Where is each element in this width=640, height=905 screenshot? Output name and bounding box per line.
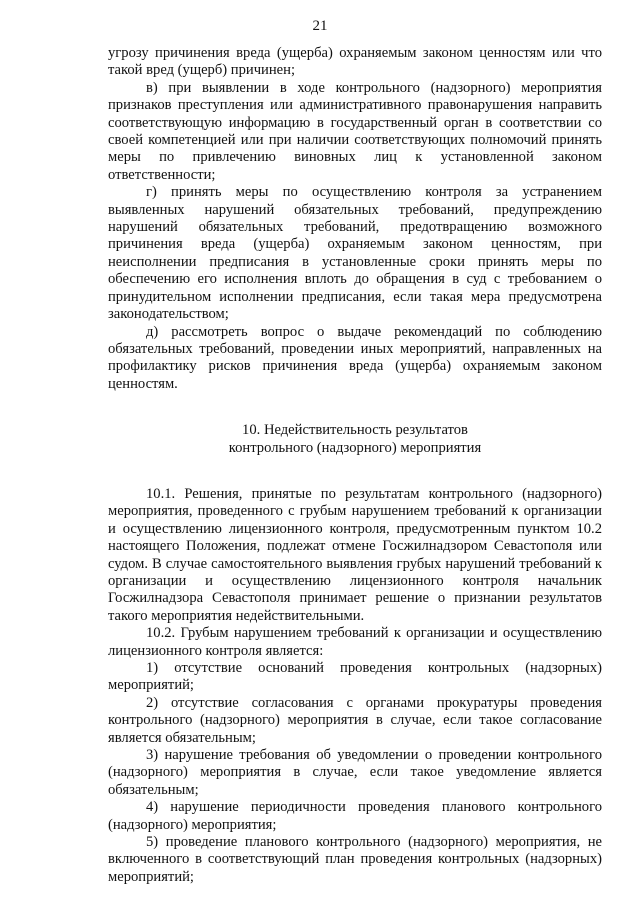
paragraph-item-v: в) при выявлении в ходе контрольного (надзорного) мероприятия признаков преступления или административного правонарушения направить соответствующую информацию в государственный орган в соответствии со своей компетенцией или при наличии соответствующих полномочий принять меры по привлечению виновных лиц к установленной законом ответственности; xyxy=(108,79,602,183)
section-heading-line-1: 10. Недействительность результатов xyxy=(242,422,468,439)
paragraph-continuation: угрозу причинения вреда (ущерба) охраняемым законом ценностям или что такой вред (ущерб) причинен; xyxy=(108,45,602,79)
section-heading xyxy=(108,422,602,457)
page-number: 21 xyxy=(312,18,328,34)
paragraph-10-1: 10.1. Решения, принятые по результатам контрольного (надзорного) мероприятия, проведенного с грубым нарушением требований к организации и осуществлению лицензионного контроля, предусмотренным пунктом 10.2 настоящего Положения, подлежат отмене Госжилнадзором Севастополя или судом. В случае самостоятельного выявления грубых нарушений требований к организации и осуществлению лицензионного контроля начальник Госжилнадзора Севастополя принимает решение о признании результатов такого мероприятия недействительными. xyxy=(108,485,602,624)
list-item-2: 2) отсутствие согласования с органами прокуратуры проведения контрольного (надзорного) мероприятия в случае, если такое согласование является обязательным; xyxy=(108,694,602,746)
list-item-5: 5) проведение планового контрольного (надзорного) мероприятия, не включенного в соответствующий план проведения контрольных (надзорных) мероприятий; xyxy=(108,834,602,885)
section-heading-line-2: контрольного (надзорного) мероприятия xyxy=(228,439,482,456)
paragraph-item-d: д) рассмотреть вопрос о выдаче рекомендаций по соблюдению обязательных требований, проведении иных мероприятий, направленных на профилактику рисков причинения вреда (ущерба) охраняемым законом ценностям. xyxy=(108,323,602,392)
section-body xyxy=(108,486,602,886)
list-item-4: 4) нарушение периодичности проведения планового контрольного (надзорного) мероприятия; xyxy=(108,799,602,833)
list-item-1: 1) отсутствие оснований проведения контрольных (надзорных) мероприятий; xyxy=(108,660,602,694)
list-item-3: 3) нарушение требования об уведомлении о проведении контрольного (надзорного) мероприятия в случае, если такое уведомление является обязательным; xyxy=(108,747,602,798)
paragraph-item-g: г) принять меры по осуществлению контроля за устранением выявленных нарушений обязательных требований, предупреждению нарушений обязательных требований, предотвращению возможного причинения вреда (ущерба) охраняемым законом ценностям, при неисполнении предписания в установленные сроки принять меры по обеспечению его исполнения вплоть до обращения в суд с требованием о принудительном исполнении предписания, если такая мера предусмотрена законодательством; xyxy=(108,184,602,323)
paragraph-10-2: 10.2. Грубым нарушением требований к организации и осуществлению лицензионного контроля является: xyxy=(108,625,602,659)
document-body xyxy=(108,45,602,886)
